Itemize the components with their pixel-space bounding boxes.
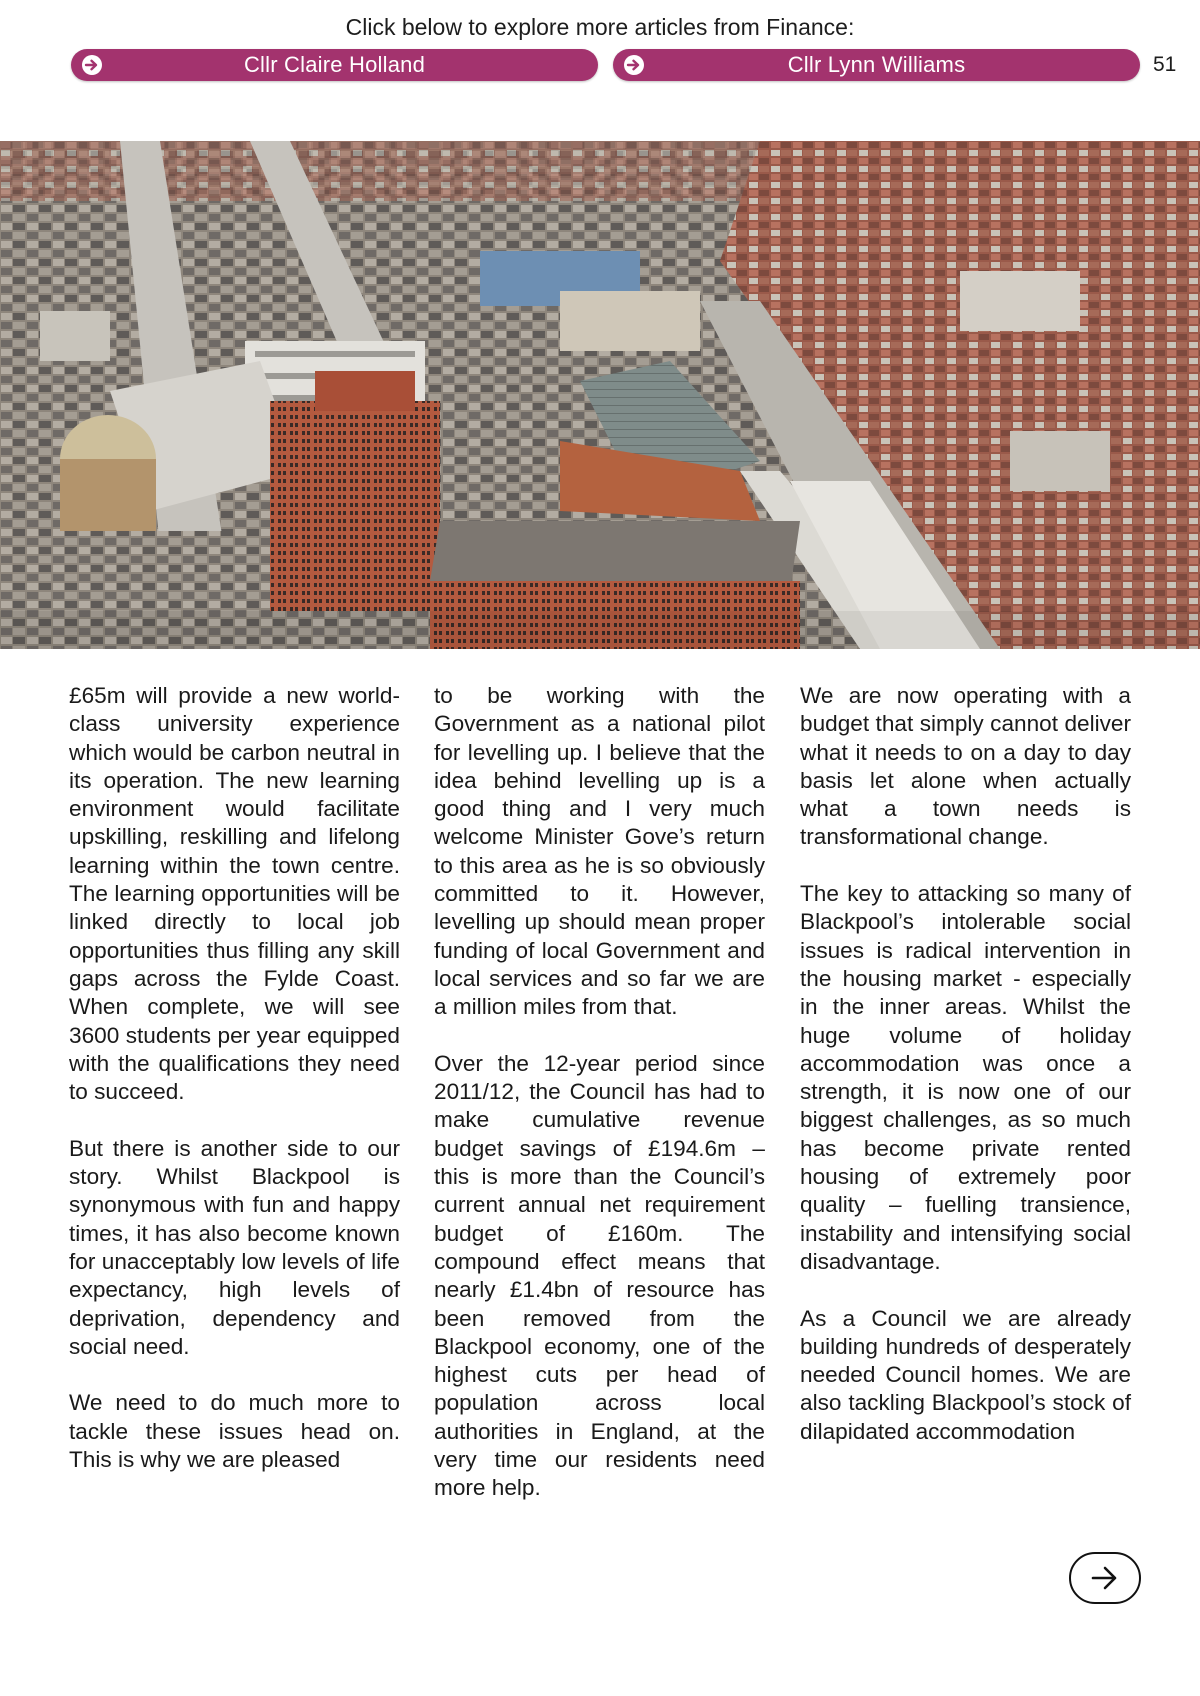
paragraph: Over the 12-year period since 2011/12, the Council has had to make cumulative revenue budget savings of £194.6m – this is more than the Council’s current annual net requirement budget of £160m. The compound effect means that nearly £1.4bn of resource has been removed from the Blackpool economy, one of the highest cuts per head of population across local authorities in England, at the very time our residents need more help. [434,1050,765,1501]
article-column-3 [800,682,1131,1446]
paragraph: We need to do much more to tackle these issues head on. This is why we are pleased [69,1390,400,1473]
arrow-right-circle-icon [81,54,103,76]
article-link-label: Cllr Claire Holland [243,52,426,77]
paragraph: We are now operating with a budget that simply cannot deliver what it needs to on a day to day basis let alone when actually what a town needs is transformational change. [800,683,1131,850]
explore-more-text: Click below to explore more articles from Finance: [345,14,855,40]
arrow-right-circle-icon [623,54,645,76]
paragraph: £65m will provide a new world-class university experience which would be carbon neutral in its operation. The new learning environment would facilitate upskilling, reskilling and lifelong learning within the town centre. The learning opportunities will be linked directly to local job opportunities thus filling any skill gaps across the Fylde Coast. When complete, we will see 3600 students per year equipped with the qualifications they need to succeed. [69,683,400,1105]
next-page-button[interactable] [1069,1552,1141,1604]
arrow-right-icon [1091,1565,1119,1591]
article-column-2 [434,682,765,1503]
paragraph: As a Council we are already building hundreds of desperately needed Council homes. We are also tackling Blackpool’s stock of dilapidated accommodation [800,1305,1131,1444]
paragraph: But there is another side to our story. Whilst Blackpool is synonymous with fun and happy times, it has also become known for unacceptably low levels of life expectancy, high levels of deprivation, dependency and social need. [69,1135,400,1359]
article-column-1 [69,682,400,1474]
article-link-claire-holland[interactable] [71,49,598,81]
article-link-lynn-williams[interactable] [613,49,1140,81]
paragraph: The key to attacking so many of Blackpool’s intolerable social issues is radical intervention in the housing market - especially in the inner areas. Whilst the huge volume of holiday accommodation was once a strength, it is now one of our biggest challenges, as so much has become private rented housing of extremely poor quality – fuelling transience, instability and intensifying social disadvantage. [800,881,1131,1274]
article-link-label: Cllr Lynn Williams [787,52,966,77]
paragraph: to be working with the Government as a national pilot for levelling up. I believe that the idea behind levelling up is a good thing and I very much welcome Minister Gove’s return to this area as he is so obviously committed to it. However, levelling up should mean proper funding of local Government and local services and so far we are a million miles from that. [434,683,765,1020]
aerial-photo-blackpool [0,141,1200,649]
page-number: 51 [1153,53,1177,76]
